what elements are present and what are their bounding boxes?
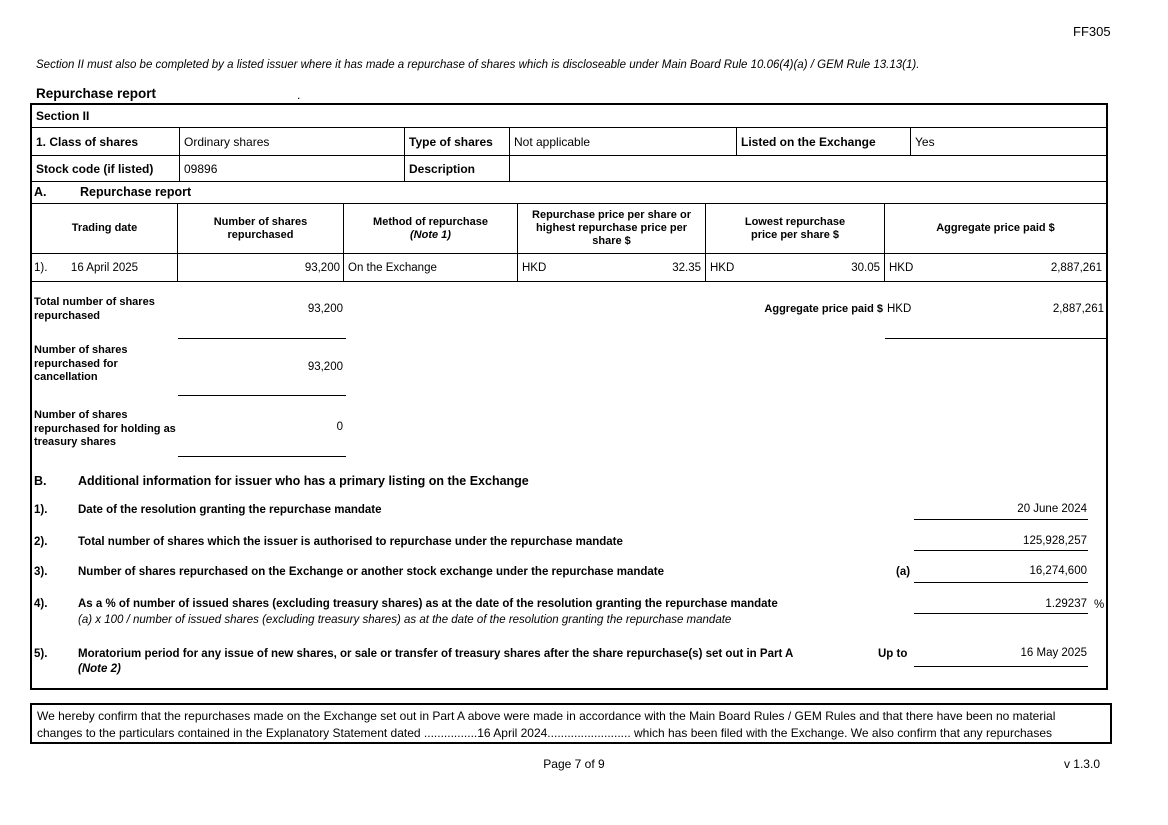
page-title: Repurchase report: [36, 86, 157, 101]
item-4-formula: (a) x 100 / number of issued shares (excluding treasury shares) as at the date of the resolution granting the repurchase mandate: [78, 614, 732, 626]
currency-high: HKD: [522, 261, 547, 274]
cell-highest-price: [518, 254, 706, 281]
confirmation-box: [30, 703, 1112, 744]
col-method: Method of repurchase (Note 1): [344, 204, 518, 253]
item-3-value: 16,274,600: [1029, 565, 1087, 577]
part-a-header-row: [32, 204, 1106, 254]
class-of-shares-row: [32, 128, 1106, 156]
cell-shares: 93,200: [178, 254, 344, 281]
item-2-num: 2).: [34, 536, 48, 548]
aggregate-paid-label: Aggregate price paid $: [764, 303, 883, 315]
part-b-letter: B.: [34, 474, 47, 488]
item-1-label: Date of the resolution granting the repurchase mandate: [78, 504, 382, 516]
cell-trading-date: [32, 254, 178, 281]
item-5-prefix: Up to: [878, 648, 908, 660]
item-5-value: 16 May 2025: [1020, 647, 1087, 659]
treasury-value: 0: [336, 421, 343, 433]
col-shares-repurchased: Number of shares repurchased: [178, 204, 344, 253]
item-4-unit: %: [1094, 599, 1105, 611]
repurchase-data-row: [32, 254, 1106, 282]
class-of-shares-label: 1. Class of shares: [32, 128, 180, 155]
item-2-label: Total number of shares which the issuer is authorised to repurchase under the repurchase mandate: [78, 536, 623, 548]
item-4-underline: [914, 613, 1088, 614]
type-of-shares-label: Type of shares: [405, 128, 510, 155]
trading-date-value: 16 April 2025: [70, 261, 139, 274]
cancellation-label: Number of shares repurchased for cancellation: [34, 344, 128, 383]
treasury-underline: [178, 456, 346, 457]
col-lowest-price: Lowest repurchase price per share $: [706, 204, 885, 253]
item-3-num: 3).: [34, 566, 48, 578]
row-index: 1).: [34, 261, 48, 274]
cancellation-underline: [178, 395, 346, 396]
item-5-note: (Note 2): [78, 663, 121, 675]
item-1-value: 20 June 2024: [1017, 503, 1087, 515]
cell-method: On the Exchange: [344, 254, 518, 281]
item-3-label: Number of shares repurchased on the Exchange or another stock exchange under the repurchase mandate: [78, 566, 665, 578]
currency-agg: HKD: [889, 261, 914, 274]
listed-on-exchange-label: Listed on the Exchange: [737, 128, 911, 155]
price-low: 30.05: [851, 261, 880, 274]
confirmation-line-1: We hereby confirm that the repurchases made on the Exchange set out in Part A above were made in accordance with the Main Board Rules / GEM Rules and that there have been no material: [37, 709, 1056, 723]
section-ii-row: [32, 105, 1106, 128]
item-4-num: 4).: [34, 598, 48, 610]
currency-low: HKD: [710, 261, 735, 274]
total-shares-underline: [178, 338, 346, 339]
cell-aggregate-price: [885, 254, 1106, 281]
aggregate-value: 2,887,261: [1050, 261, 1102, 274]
section-ii-header: Section II: [36, 109, 90, 123]
part-a-letter: A.: [34, 185, 47, 199]
item-4-label: As a % of number of issued shares (excluding treasury shares) as at the date of the resolution granting the repurchase mandate: [78, 598, 778, 610]
page-indicator: Page 7 of 9: [543, 757, 605, 771]
stock-code-row: [32, 156, 1106, 182]
total-shares-value: 93,200: [307, 303, 343, 315]
aggregate-paid-underline: [885, 338, 1106, 339]
version-label: v 1.3.0: [1063, 757, 1100, 771]
item-4-value: 1.29237: [1045, 598, 1087, 610]
type-of-shares-value: Not applicable: [510, 128, 737, 155]
item-3-marker: (a): [896, 566, 911, 578]
section-ii-note: Section II must also be completed by a listed issuer where it has made a repurchase of shares which is discloseable under Main Board Rule 10.06(4)(a) / GEM Rule 13.13(1).: [36, 59, 920, 71]
item-5-label: Moratorium period for any issue of new shares, or sale or transfer of treasury shares after the share repurchase(s) set out in Part A: [78, 648, 794, 660]
aggregate-paid-currency: HKD: [887, 303, 912, 315]
total-shares-label: Total number of shares repurchased: [34, 296, 155, 322]
cancellation-value: 93,200: [307, 361, 343, 373]
stock-code-label: Stock code (if listed): [32, 156, 180, 181]
part-a-title: Repurchase report: [80, 185, 192, 199]
col-trading-date: Trading date: [32, 204, 178, 253]
item-5-underline: [914, 666, 1088, 667]
item-1-underline: [914, 519, 1088, 520]
part-b-title: Additional information for issuer who has a primary listing on the Exchange: [78, 474, 529, 488]
treasury-label: Number of shares repurchased for holding as treasury shares: [34, 409, 176, 448]
col-aggregate-price: Aggregate price paid $: [936, 222, 1055, 234]
part-a-heading-row: [32, 182, 1106, 204]
form-code: FF305: [1073, 24, 1111, 39]
stock-code-value: 09896: [180, 156, 405, 181]
form-table: [30, 103, 1108, 690]
method-note: (Note 1): [410, 228, 451, 241]
item-2-value: 125,928,257: [1023, 535, 1087, 547]
aggregate-paid-value: 2,887,261: [1052, 303, 1104, 315]
description-label: Description: [405, 156, 510, 181]
stray-mark: .: [297, 88, 301, 102]
confirmation-line-2: changes to the particulars contained in the Explanatory Statement dated ................16 April 2024......................... which has been filed with the Exchange. We also confirm that any repurchases: [37, 726, 1053, 740]
item-1-num: 1).: [34, 504, 48, 516]
item-2-underline: [914, 550, 1088, 551]
item-5-num: 5).: [34, 648, 48, 660]
item-3-underline: [914, 582, 1088, 583]
price-high: 32.35: [672, 261, 701, 274]
cell-lowest-price: [706, 254, 885, 281]
col-highest-price: Repurchase price per share or highest repurchase price per share $: [518, 204, 706, 253]
listed-on-exchange-value: Yes: [915, 134, 935, 149]
description-value: [510, 156, 1106, 181]
class-of-shares-value: Ordinary shares: [180, 128, 405, 155]
